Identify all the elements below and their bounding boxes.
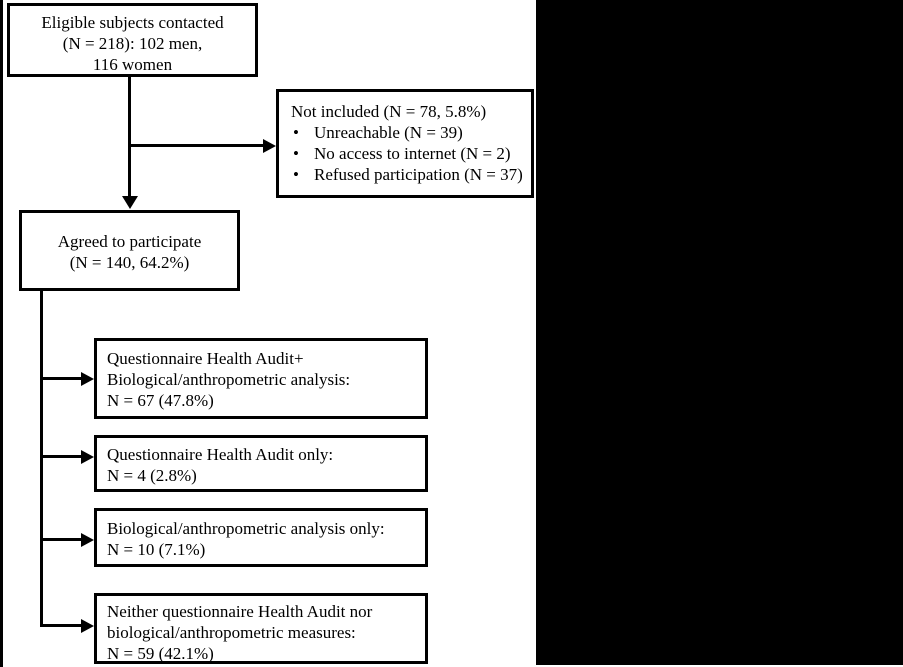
node-agreed-to-participate [19,210,240,291]
arrowhead-down-icon [122,196,138,209]
node-text-line: N = 4 (2.8%) [107,466,197,485]
node-not-included [276,89,534,198]
connector-eligible-down [128,77,131,197]
node-text-line: Eligible subjects contacted [41,13,224,32]
bullet-icon: • [293,123,299,142]
list-item-label: Refused participation (N = 37) [314,165,523,184]
node-text-line: Questionnaire Health Audit only: [107,445,334,464]
list-item-label: No access to internet (N = 2) [314,144,511,163]
node-outcome-audit-plus-biological [94,338,428,419]
bullet-icon: • [293,165,299,184]
node-outcome-audit-only [94,435,428,492]
connector-branch-outcome4 [41,624,82,627]
node-text-line: (N = 140, 64.2%) [69,253,190,272]
connector-branch-outcome3 [41,538,82,541]
connector-agreed-down [40,291,43,627]
node-text-line: (N = 218): 102 men, [62,34,203,53]
arrowhead-right-icon [263,139,276,153]
node-text-line: N = 10 (7.1%) [107,540,206,559]
arrowhead-right-icon [81,372,94,386]
scan-border-left [0,0,3,667]
arrowhead-right-icon [81,619,94,633]
node-text-line: 116 women [92,55,173,74]
list-item [285,143,527,164]
node-text-line: Questionnaire Health Audit+ [107,349,304,368]
list-item [285,164,527,185]
scan-region-right [536,0,903,665]
node-text-line: Biological/anthropometric analysis: [107,370,351,389]
arrowhead-right-icon [81,450,94,464]
node-text-line: Biological/anthropometric analysis only: [107,519,385,538]
node-text-line: biological/anthropometric measures: [107,623,356,642]
connector-branch-not-included [128,144,264,147]
list-item [285,122,527,143]
node-text-line: N = 59 (42.1%) [107,644,214,663]
node-title: Not included (N = 78, 5.8%) [291,102,487,121]
bullet-icon: • [293,144,299,163]
connector-branch-outcome2 [41,455,82,458]
list-item-label: Unreachable (N = 39) [314,123,463,142]
connector-branch-outcome1 [41,377,82,380]
node-text-line: N = 67 (47.8%) [107,391,214,410]
arrowhead-right-icon [81,533,94,547]
node-eligible-subjects [7,3,258,77]
node-text-line: Neither questionnaire Health Audit nor [107,602,373,621]
node-text-line: Agreed to participate [57,232,202,251]
node-outcome-biological-only [94,508,428,567]
node-outcome-neither [94,593,428,664]
